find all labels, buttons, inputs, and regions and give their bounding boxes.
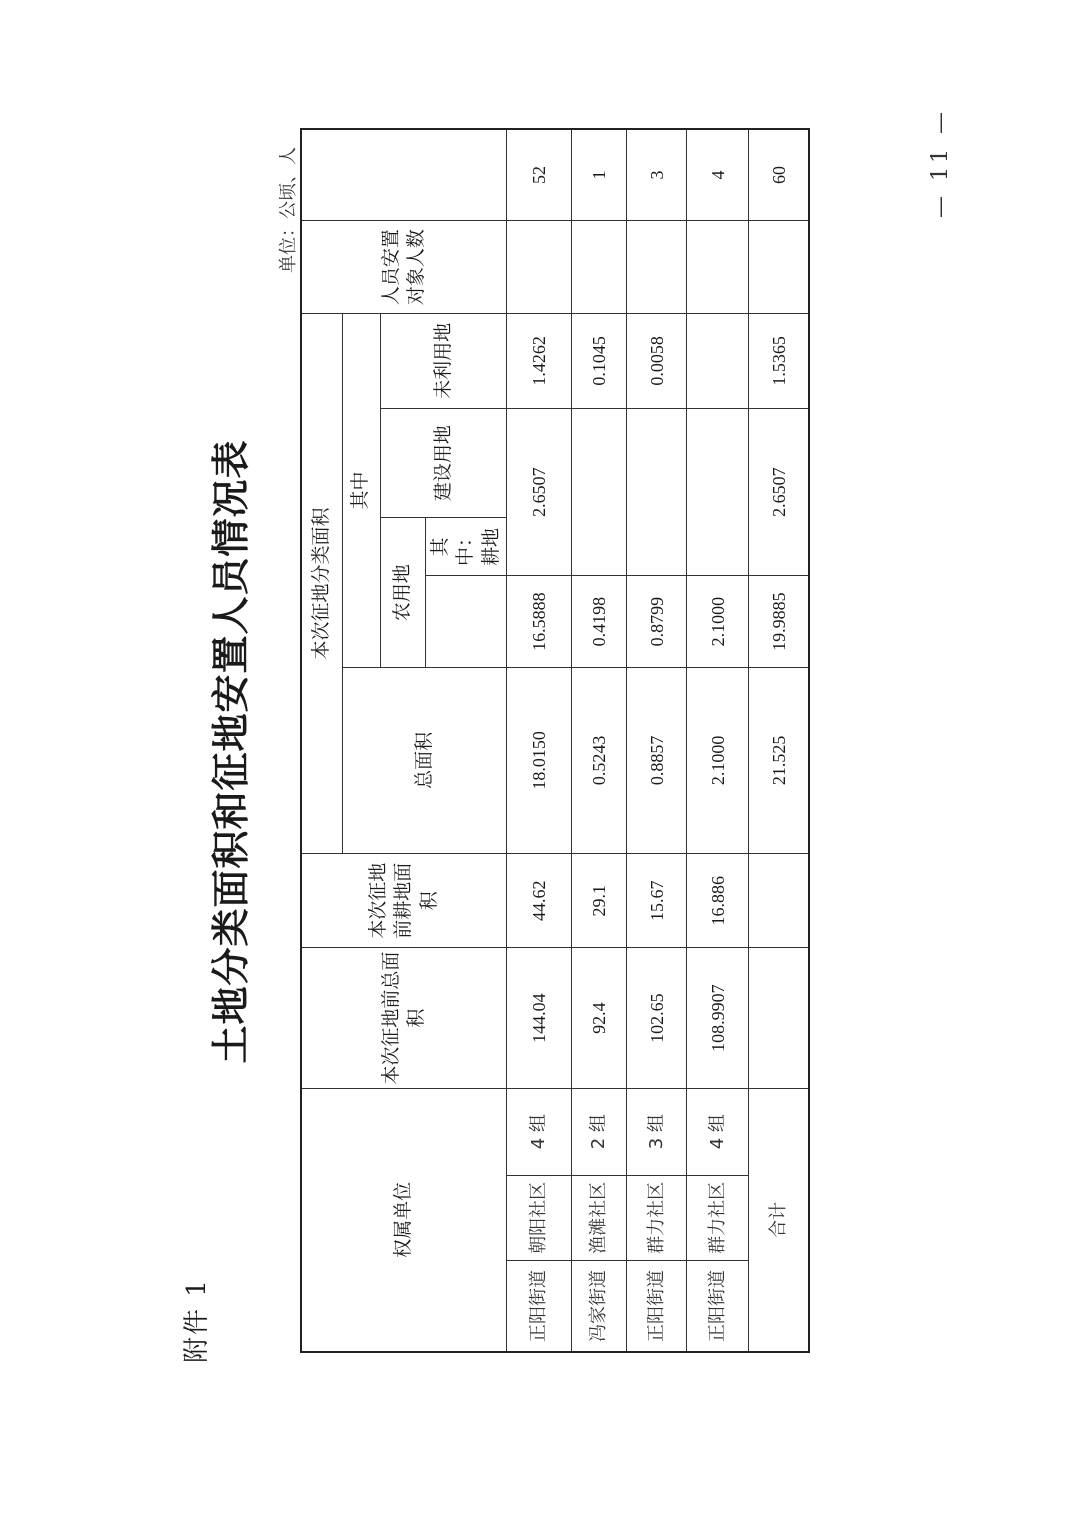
pre-total-cell — [749, 948, 809, 1088]
header-construction-land: 建设用地 — [380, 408, 507, 518]
total-label: 合计 — [749, 1088, 809, 1352]
land-table — [300, 128, 810, 1353]
attachment-label: 附件 1 — [182, 1278, 212, 1363]
construction-cell — [687, 314, 749, 409]
header-total-area: 总面积 — [342, 667, 507, 853]
header-category-area: 本次征地分类面积 — [301, 314, 342, 854]
unused-cell — [749, 221, 809, 314]
agri-land-cell: 2.1000 — [687, 576, 749, 667]
persons-cell: 52 — [507, 129, 572, 221]
header-unused-land: 未利用地 — [380, 314, 507, 409]
agri-land-cell: 0.8799 — [627, 576, 687, 667]
street-cell: 正阳街道 — [687, 1261, 749, 1352]
persons-cell: 60 — [749, 129, 809, 221]
community-cell: 群力社区 — [687, 1175, 749, 1260]
unused-cell — [507, 221, 572, 314]
table-row — [627, 129, 687, 1352]
page-number: — 11 — — [928, 108, 953, 218]
agri-land-cell: 16.5888 — [507, 576, 572, 667]
unused-cell — [687, 221, 749, 314]
pre-farmland-cell: 44.62 — [507, 853, 572, 948]
table-row — [687, 129, 749, 1352]
pre-total-cell: 92.4 — [572, 948, 627, 1088]
header-among-farmland: 其中：耕地 — [425, 518, 507, 576]
construction-cell: 0.0058 — [627, 314, 687, 409]
unused-cell — [572, 221, 627, 314]
pre-farmland-cell: 15.67 — [627, 853, 687, 948]
total-row — [749, 129, 809, 1352]
street-cell: 冯家街道 — [572, 1261, 627, 1352]
total-area-cell: 2.1000 — [687, 667, 749, 853]
page-title: 土地分类面积和征地安置人员情况表 — [208, 439, 253, 1064]
street-cell: 正阳街道 — [507, 1261, 572, 1352]
table-row — [572, 129, 627, 1352]
pre-total-cell: 108.9907 — [687, 948, 749, 1088]
pre-total-cell: 144.04 — [507, 948, 572, 1088]
persons-cell: 4 — [687, 129, 749, 221]
farmland-cell — [627, 408, 687, 576]
street-cell: 正阳街道 — [627, 1261, 687, 1352]
pre-farmland-cell: 29.1 — [572, 853, 627, 948]
farmland-cell — [572, 408, 627, 576]
pre-farmland-cell: 16.886 — [687, 853, 749, 948]
total-area-cell: 0.5243 — [572, 667, 627, 853]
pre-farmland-cell — [749, 853, 809, 948]
group-cell: 4 组 — [507, 1088, 572, 1175]
group-cell: 4 组 — [687, 1088, 749, 1175]
construction-cell: 0.1045 — [572, 314, 627, 409]
header-agri-land: 农用地 — [380, 518, 425, 667]
construction-cell: 1.4262 — [507, 314, 572, 409]
header-resettlement: 人员安置对象人数 — [301, 221, 507, 314]
farmland-cell: 2.6507 — [749, 408, 809, 576]
total-area-cell: 0.8857 — [627, 667, 687, 853]
community-cell: 朝阳社区 — [507, 1175, 572, 1260]
persons-cell: 1 — [572, 129, 627, 221]
total-area-cell: 21.525 — [749, 667, 809, 853]
unit-label: 单位：公顷、人 — [278, 147, 299, 273]
header-pre-total: 本次征地前总面积 — [301, 948, 507, 1088]
header-owner: 权属单位 — [301, 1088, 507, 1352]
persons-cell: 3 — [627, 129, 687, 221]
header-pre-farmland: 本次征地前耕地面积 — [301, 853, 507, 948]
table-row — [507, 129, 572, 1352]
group-cell: 2 组 — [572, 1088, 627, 1175]
group-cell: 3 组 — [627, 1088, 687, 1175]
total-area-cell: 18.0150 — [507, 667, 572, 853]
pre-total-cell: 102.65 — [627, 948, 687, 1088]
header-among: 其中 — [342, 314, 380, 668]
construction-cell: 1.5365 — [749, 314, 809, 409]
unused-cell — [627, 221, 687, 314]
farmland-cell — [687, 408, 749, 576]
farmland-cell: 2.6507 — [507, 408, 572, 576]
community-cell: 群力社区 — [627, 1175, 687, 1260]
agri-land-cell: 0.4198 — [572, 576, 627, 667]
agri-land-cell: 19.9885 — [749, 576, 809, 667]
community-cell: 渔滩社区 — [572, 1175, 627, 1260]
